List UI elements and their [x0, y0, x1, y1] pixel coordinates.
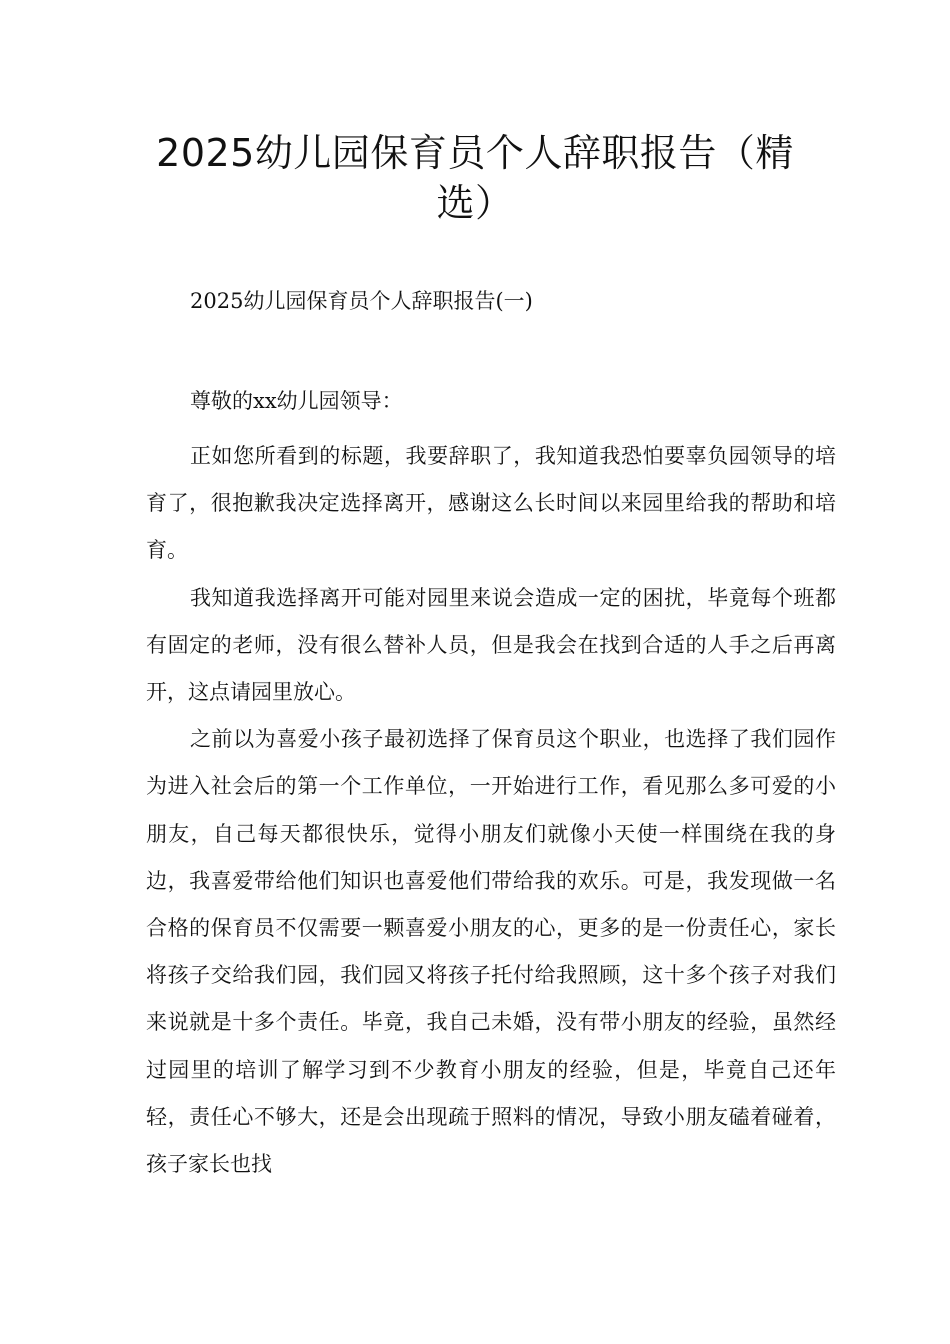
paragraph-1: 正如您所看到的标题，我要辞职了，我知道我恐怕要辜负园领导的培育了，很抱歉我决定选择离开，感谢这么长时间以来园里给我的帮助和培育。: [146, 444, 836, 563]
document-title: 2025幼儿园保育员个人辞职报告（精选）: [156, 131, 794, 225]
paragraph-2: 我知道我选择离开可能对园里来说会造成一定的困扰，毕竟每个班都有固定的老师，没有很么替补人员，但是我会在找到合适的人手之后再离开，这点请园里放心。: [146, 585, 836, 705]
letter-body: [146, 433, 836, 1188]
salutation: 尊敬的xx幼儿园领导：: [190, 389, 403, 413]
paragraph-3: 之前以为喜爱小孩子最初选择了保育员这个职业，也选择了我们园作为进入社会后的第一个工作单位，一开始进行工作，看见那么多可爱的小朋友，自己每天都很快乐，觉得小朋友们就像小天使一样围绕在我的身边，我喜爱带给他们知识也喜爱他们带给我的欢乐。可是，我发现做一名合格的保育员不仅需要一颗喜爱小朋友的心，更多的是一份责任心，家长将孩子交给我们园，我们园又将孩子托付给我照顾，这十多个孩子对我们来说就是十多个责任。毕竟，我自己未婚，没有带小朋友的经验，虽然经过园里的培训了解学习到不少教育小朋友的经验，但是，毕竟自己还年轻，责任心不够大，还是会出现疏于照料的情况，导致小朋友磕着碰着，孩子家长也找: [146, 727, 836, 1177]
section-heading: 2025幼儿园保育员个人辞职报告(一): [190, 289, 533, 313]
